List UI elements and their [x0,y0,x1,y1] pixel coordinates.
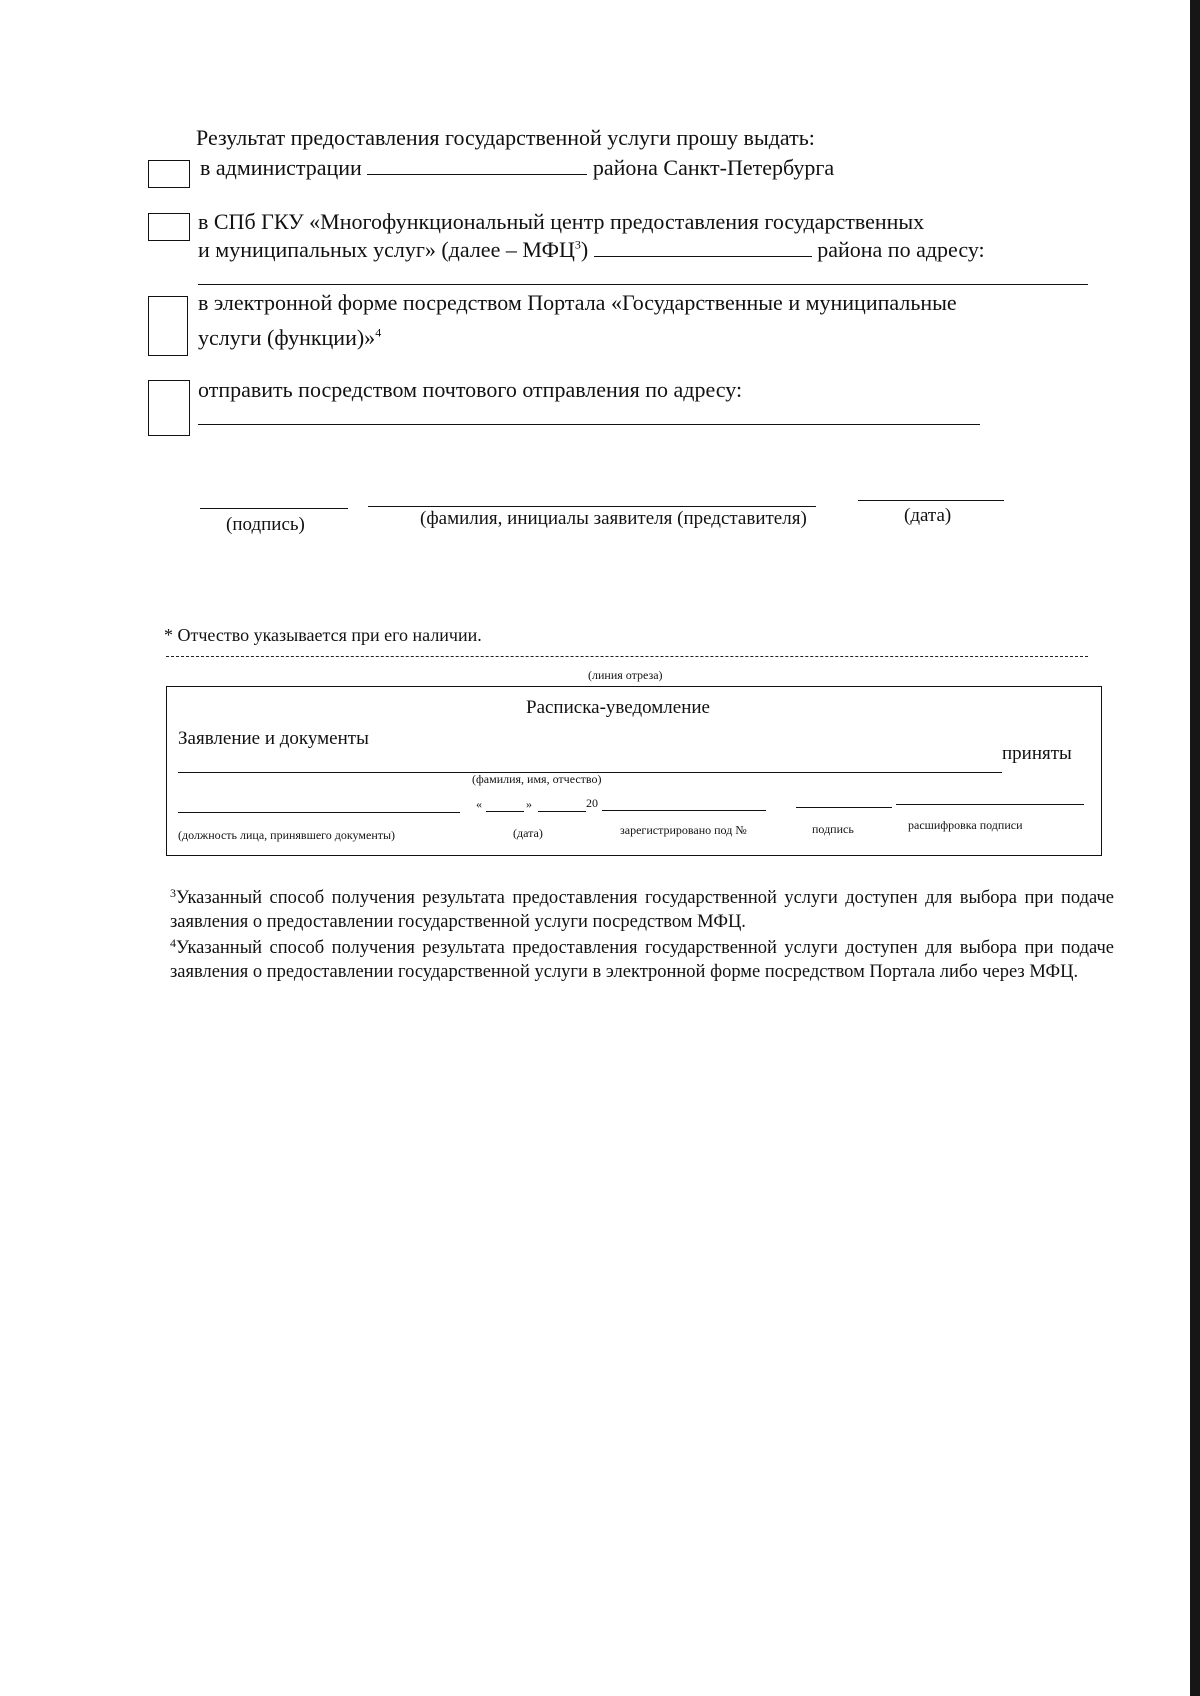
mail-address-field[interactable] [198,424,980,425]
receipt-registered-caption: зарегистрировано под № [620,823,747,837]
receipt-decoding-field[interactable] [896,804,1084,805]
receipt-signature-caption: подпись [812,822,854,836]
receipt-position-caption: (должность лица, принявшего документы) [178,828,396,842]
footnote-3 [170,886,1114,934]
signature-caption: (подпись) [226,514,305,535]
receipt-title: Расписка-уведомление [526,697,710,718]
district-field[interactable] [367,156,587,175]
footnote-4 [170,936,1114,984]
date-field[interactable] [858,500,1004,501]
mfc-option-checkbox[interactable] [148,213,190,241]
portal-option-checkbox[interactable] [148,296,188,356]
receipt-date-open-quote: « [476,797,482,811]
mfc-address-field[interactable] [198,284,1088,285]
receipt-year-prefix: 20 [586,796,598,810]
admin-option-line [200,154,834,182]
footnote-ref-3: 3 [574,237,581,252]
receipt-day-field[interactable] [486,811,524,812]
mfc-option-line2-close: ) [580,237,589,262]
mfc-option-line2-suffix: района по адресу: [817,237,985,262]
mfc-district-field[interactable] [594,238,812,257]
cut-line [166,656,1088,657]
result-heading: Результат предоставления государственной услуги прошу выдать: [196,125,815,150]
applicant-name-caption: (фамилия, инициалы заявителя (представителя) [420,508,807,529]
mail-option-checkbox[interactable] [148,380,190,436]
receipt-accepted: приняты [1002,743,1072,764]
portal-option-line1: в электронной форме посредством Портала «Государственные и муниципальные [198,290,957,315]
patronymic-note: * Отчество указывается при его наличии. [164,625,482,645]
mail-option-line1: отправить посредством почтового отправления по адресу: [198,377,743,402]
mfc-option-line2 [198,236,985,264]
cut-line-label: (линия отреза) [588,668,663,682]
mfc-option-line1: в СПб ГКУ «Многофункциональный центр предоставления государственных [198,209,925,234]
footnote-3-mark: 3 [170,886,176,900]
footnote-ref-4: 4 [375,325,382,340]
footnote-4-text: Указанный способ получения результата предоставления государственной услуги доступен для выбора при подаче заявления о предоставлении государственной услуги в электронной форме посредством Портала либо через МФЦ. [170,938,1114,982]
admin-option-prefix: в администрации [200,155,362,180]
receipt-month-field[interactable] [538,811,586,812]
receipt-fio-caption: (фамилия, имя, отчество) [472,772,602,786]
receipt-date-caption: (дата) [513,826,543,840]
receipt-date-close-quote: » [526,797,532,811]
admin-option-checkbox[interactable] [148,160,190,188]
receipt-statement: Заявление и документы [178,728,369,749]
date-caption: (дата) [904,505,952,526]
portal-option-line2 [198,324,381,352]
portal-option-line2-text: услуги (функции)» [198,325,376,350]
footnote-3-text: Указанный способ получения результата предоставления государственной услуги доступен для выбора при подаче заявления о предоставлении государственной услуги посредством МФЦ. [170,888,1114,932]
receipt-reg-number-field[interactable] [602,810,766,811]
footnote-4-mark: 4 [170,936,176,950]
receipt-decoding-caption: расшифровка подписи [908,818,1023,832]
signature-field[interactable] [200,508,348,509]
applicant-name-field[interactable] [368,506,816,507]
admin-option-suffix: района Санкт-Петербурга [592,155,835,180]
receipt-signature-field[interactable] [796,807,892,808]
scan-edge [1190,0,1200,1696]
mfc-option-line2-prefix: и муниципальных услуг» (далее – МФЦ [198,237,575,262]
receipt-position-field[interactable] [178,812,460,813]
